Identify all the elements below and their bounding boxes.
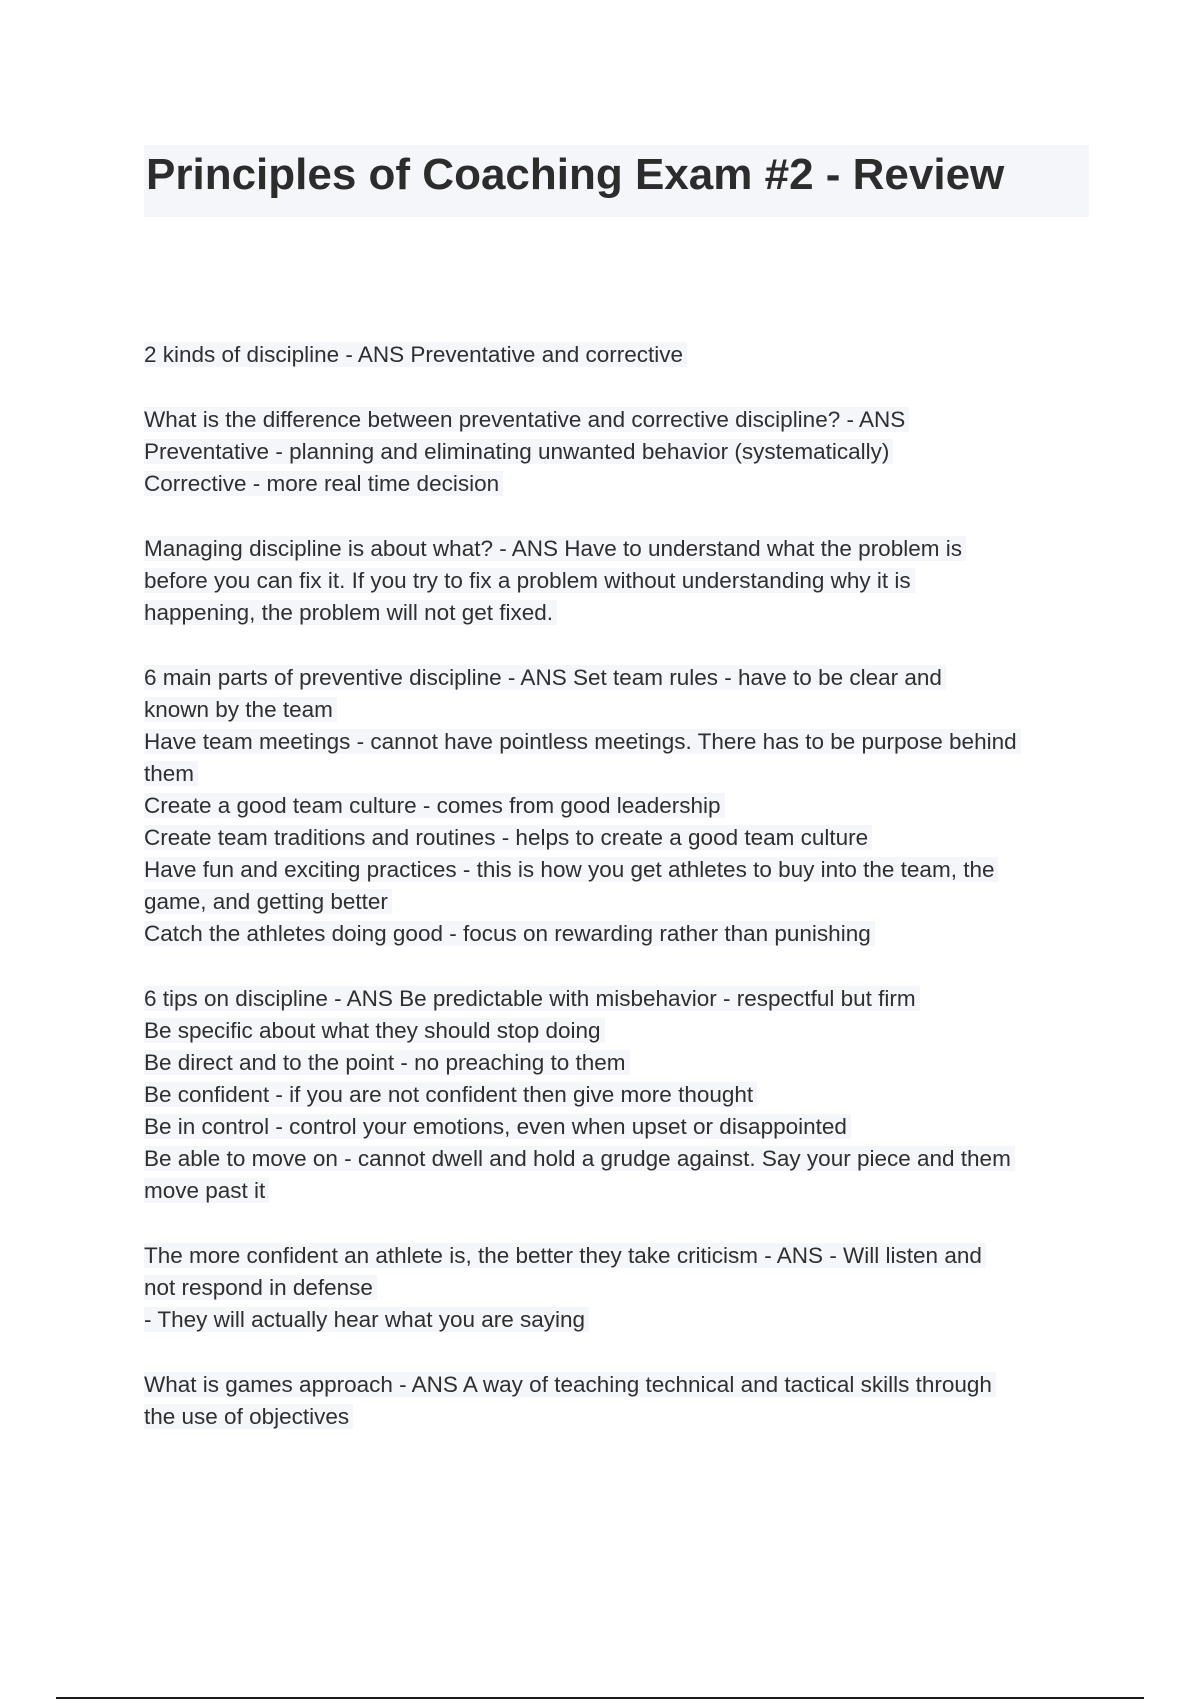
line-text: 6 tips on discipline - ANS Be predictable with misbehavior - respectful but firm bbox=[144, 986, 920, 1011]
line-text: What is the difference between preventative and corrective discipline? - ANS bbox=[144, 407, 909, 432]
question-line bbox=[144, 1369, 1104, 1401]
line-text: the use of objectives bbox=[144, 1404, 353, 1429]
question-line bbox=[144, 662, 1104, 694]
line-text: Preventative - planning and eliminating unwanted behavior (systematically) bbox=[144, 439, 893, 464]
qa-item bbox=[144, 404, 1104, 500]
answer-line bbox=[144, 726, 1104, 758]
question-line bbox=[144, 533, 1104, 565]
answer-line bbox=[144, 886, 1104, 918]
answer-line bbox=[144, 1272, 1104, 1304]
qa-item bbox=[144, 983, 1104, 1207]
line-text: not respond in defense bbox=[144, 1275, 377, 1300]
answer-line bbox=[144, 918, 1104, 950]
line-text: move past it bbox=[144, 1178, 269, 1203]
answer-line bbox=[144, 854, 1104, 886]
answer-line bbox=[144, 1143, 1104, 1175]
answer-line bbox=[144, 1111, 1104, 1143]
question-line bbox=[144, 983, 1104, 1015]
line-text: Have team meetings - cannot have pointless meetings. There has to be purpose behind bbox=[144, 729, 1021, 754]
answer-line bbox=[144, 1304, 1104, 1336]
answer-line bbox=[144, 822, 1104, 854]
line-text: Create a good team culture - comes from good leadership bbox=[144, 793, 725, 818]
line-text: Be able to move on - cannot dwell and hold a grudge against. Say your piece and them bbox=[144, 1146, 1015, 1171]
line-text: Managing discipline is about what? - ANS Have to understand what the problem is bbox=[144, 536, 966, 561]
question-line bbox=[144, 404, 1104, 436]
line-text: game, and getting better bbox=[144, 889, 392, 914]
line-text: 6 main parts of preventive discipline - ANS Set team rules - have to be clear and bbox=[144, 665, 946, 690]
title-band bbox=[144, 145, 1089, 217]
line-text: Be confident - if you are not confident then give more thought bbox=[144, 1082, 757, 1107]
line-text: The more confident an athlete is, the better they take criticism - ANS - Will listen and bbox=[144, 1243, 986, 1268]
answer-line bbox=[144, 468, 1104, 500]
page-title: Principles of Coaching Exam #2 - Review bbox=[146, 150, 1005, 199]
line-text: Corrective - more real time decision bbox=[144, 471, 503, 496]
question-line bbox=[144, 339, 1104, 371]
answer-line bbox=[144, 790, 1104, 822]
qa-item bbox=[144, 339, 1104, 371]
answer-line bbox=[144, 758, 1104, 790]
answer-line bbox=[144, 1175, 1104, 1207]
line-text: before you can fix it. If you try to fix a problem without understanding why it is bbox=[144, 568, 915, 593]
qa-item bbox=[144, 533, 1104, 629]
line-text: - They will actually hear what you are saying bbox=[144, 1307, 589, 1332]
line-text: 2 kinds of discipline - ANS Preventative and corrective bbox=[144, 342, 687, 367]
answer-line bbox=[144, 1047, 1104, 1079]
line-text: happening, the problem will not get fixed. bbox=[144, 600, 557, 625]
answer-line bbox=[144, 1401, 1104, 1433]
line-text: What is games approach - ANS A way of teaching technical and tactical skills through bbox=[144, 1372, 996, 1397]
line-text: known by the team bbox=[144, 697, 337, 722]
line-text: them bbox=[144, 761, 198, 786]
qa-item bbox=[144, 1369, 1104, 1433]
answer-line bbox=[144, 1015, 1104, 1047]
answer-line bbox=[144, 597, 1104, 629]
answer-line bbox=[144, 694, 1104, 726]
qa-item bbox=[144, 662, 1104, 950]
footer-divider bbox=[56, 1697, 1144, 1699]
answer-line bbox=[144, 436, 1104, 468]
qa-list bbox=[144, 339, 1104, 1466]
line-text: Be in control - control your emotions, even when upset or disappointed bbox=[144, 1114, 851, 1139]
answer-line bbox=[144, 1079, 1104, 1111]
qa-item bbox=[144, 1240, 1104, 1336]
line-text: Be specific about what they should stop doing bbox=[144, 1018, 605, 1043]
line-text: Have fun and exciting practices - this is how you get athletes to buy into the team, the bbox=[144, 857, 998, 882]
question-line bbox=[144, 1240, 1104, 1272]
line-text: Catch the athletes doing good - focus on rewarding rather than punishing bbox=[144, 921, 875, 946]
line-text: Be direct and to the point - no preaching to them bbox=[144, 1050, 630, 1075]
answer-line bbox=[144, 565, 1104, 597]
line-text: Create team traditions and routines - helps to create a good team culture bbox=[144, 825, 872, 850]
